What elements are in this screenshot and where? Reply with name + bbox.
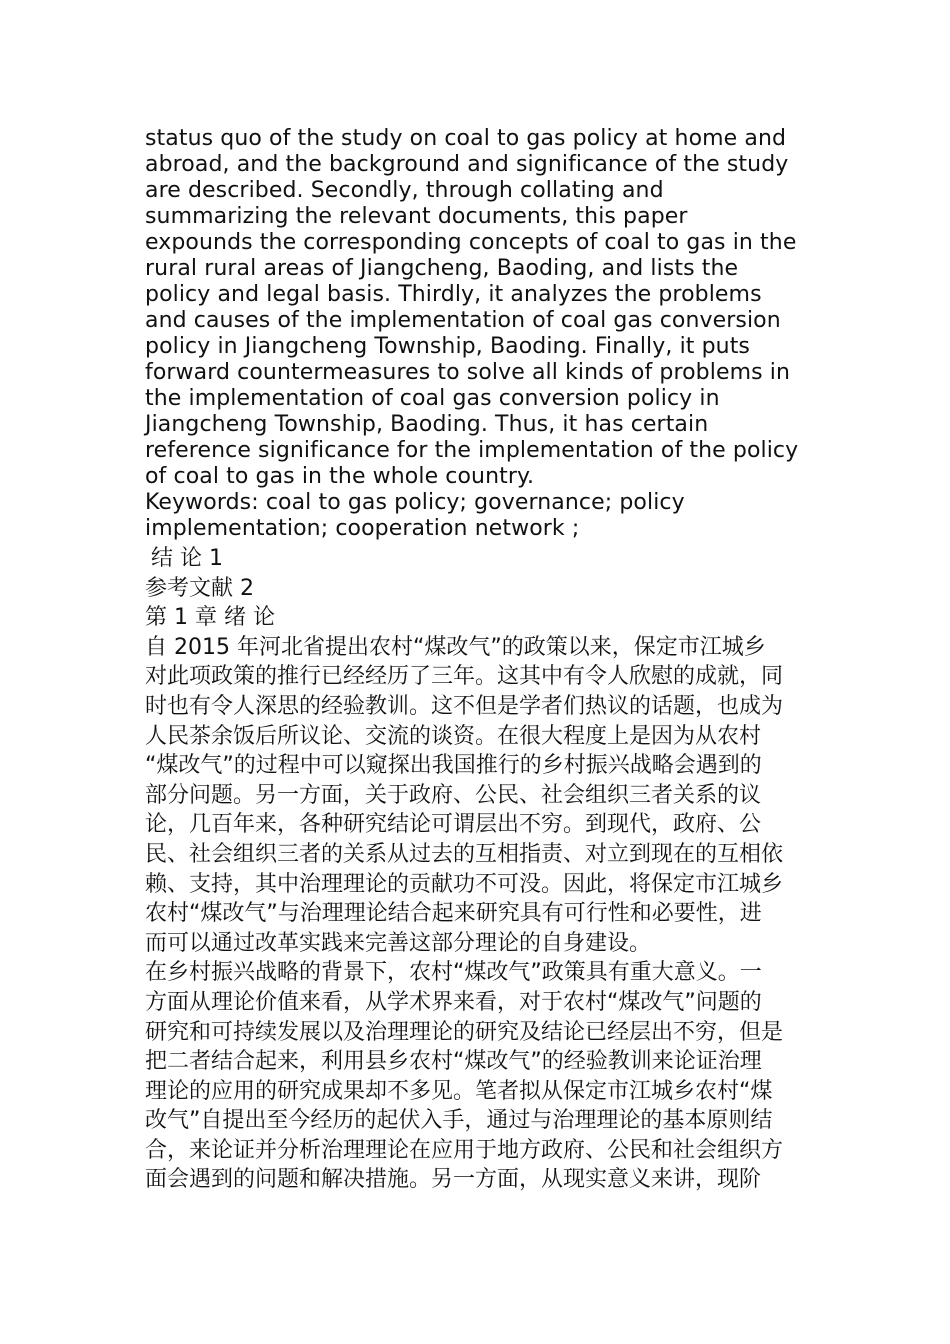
- paragraph-line: 时也有令人深思的经验教训。这不但是学者们热议的话题，也成为: [145, 693, 784, 719]
- chapter-paragraph-1: [145, 633, 810, 959]
- abstract-line: and causes of the implementation of coal gas conversion: [145, 308, 781, 333]
- keywords-line: implementation; cooperation network ;: [145, 516, 580, 541]
- toc-item-references[interactable]: 参考文献 2: [145, 575, 254, 601]
- english-abstract: [145, 126, 810, 542]
- abstract-line: the implementation of coal gas conversion policy in: [145, 386, 720, 411]
- paragraph-line: 论，几百年来，各种研究结论可谓层出不穷。到现代，政府、公: [145, 812, 762, 838]
- document-page: [145, 126, 810, 1195]
- abstract-line: status quo of the study on coal to gas policy at home and: [145, 126, 787, 151]
- abstract-line: are described. Secondly, through collating and: [145, 178, 664, 203]
- table-of-contents: [145, 544, 810, 603]
- paragraph-line: 在乡村振兴战略的背景下，农村“煤改气”政策具有重大意义。一: [145, 960, 762, 986]
- paragraph-line: 合，来论证并分析治理理论在应用于地方政府、公民和社会组织方: [145, 1137, 784, 1163]
- paragraph-line: 理论的应用的研究成果却不多见。笔者拟从保定市江城乡农村“煤: [145, 1078, 773, 1104]
- chapter-paragraph-2: [145, 958, 810, 1195]
- abstract-line: policy and legal basis. Thirdly, it analyzes the problems: [145, 282, 762, 307]
- paragraph-line: 赖、支持，其中治理理论的贡献功不可没。因此，将保定市江城乡: [145, 871, 784, 897]
- paragraph-line: 把二者结合起来，利用县乡农村“煤改气”的经验教训来论证治理: [145, 1049, 762, 1075]
- toc-item-conclusion[interactable]: 结 论 1: [151, 546, 223, 571]
- paragraph-line: 面会遇到的问题和解决措施。另一方面，从现实意义来讲，现阶: [145, 1167, 762, 1193]
- abstract-line: Jiangcheng Township, Baoding. Thus, it has certain: [145, 412, 709, 437]
- abstract-line: forward countermeasures to solve all kinds of problems in: [145, 360, 791, 385]
- paragraph-line: 对此项政策的推行已经经历了三年。这其中有令人欣慰的成就，同: [145, 664, 784, 690]
- paragraph-line: 部分问题。另一方面，关于政府、公民、社会组织三者关系的议: [145, 782, 762, 808]
- paragraph-line: 方面从理论价值来看，从学术界来看，对于农村“煤改气”问题的: [145, 989, 762, 1015]
- paragraph-line: 而可以通过改革实践来完善这部分理论的自身建设。: [145, 930, 652, 956]
- abstract-line: rural rural areas of Jiangcheng, Baoding, and lists the: [145, 256, 739, 281]
- keywords-line: Keywords: coal to gas policy; governance; policy: [145, 490, 685, 515]
- paragraph-line: 民、社会组织三者的关系从过去的互相指责、对立到现在的互相依: [145, 841, 784, 867]
- abstract-line: policy in Jiangcheng Township, Baoding. Finally, it puts: [145, 334, 750, 359]
- paragraph-line: 人民茶余饭后所议论、交流的谈资。在很大程度上是因为从农村: [145, 723, 762, 749]
- abstract-line: summarizing the relevant documents, this paper: [145, 204, 688, 229]
- paragraph-line: 改气”自提出至今经历的起伏入手，通过与治理理论的基本原则结: [145, 1108, 773, 1134]
- abstract-line: abroad, and the background and significance of the study: [145, 152, 789, 177]
- chapter-heading: 第 1 章 绪 论: [145, 605, 275, 631]
- paragraph-line: 研究和可持续发展以及治理理论的研究及结论已经层出不穷，但是: [145, 1019, 784, 1045]
- abstract-line: reference significance for the implementation of the policy: [145, 438, 799, 463]
- paragraph-line: “煤改气”的过程中可以窥探出我国推行的乡村振兴战略会遇到的: [145, 753, 762, 779]
- abstract-line: expounds the corresponding concepts of coal to gas in the: [145, 230, 797, 255]
- paragraph-line: 自 2015 年河北省提出农村“煤改气”的政策以来，保定市江城乡: [145, 634, 766, 660]
- paragraph-line: 农村“煤改气”与治理理论结合起来研究具有可行性和必要性，进: [145, 901, 762, 927]
- abstract-line: of coal to gas in the whole country.: [145, 464, 535, 489]
